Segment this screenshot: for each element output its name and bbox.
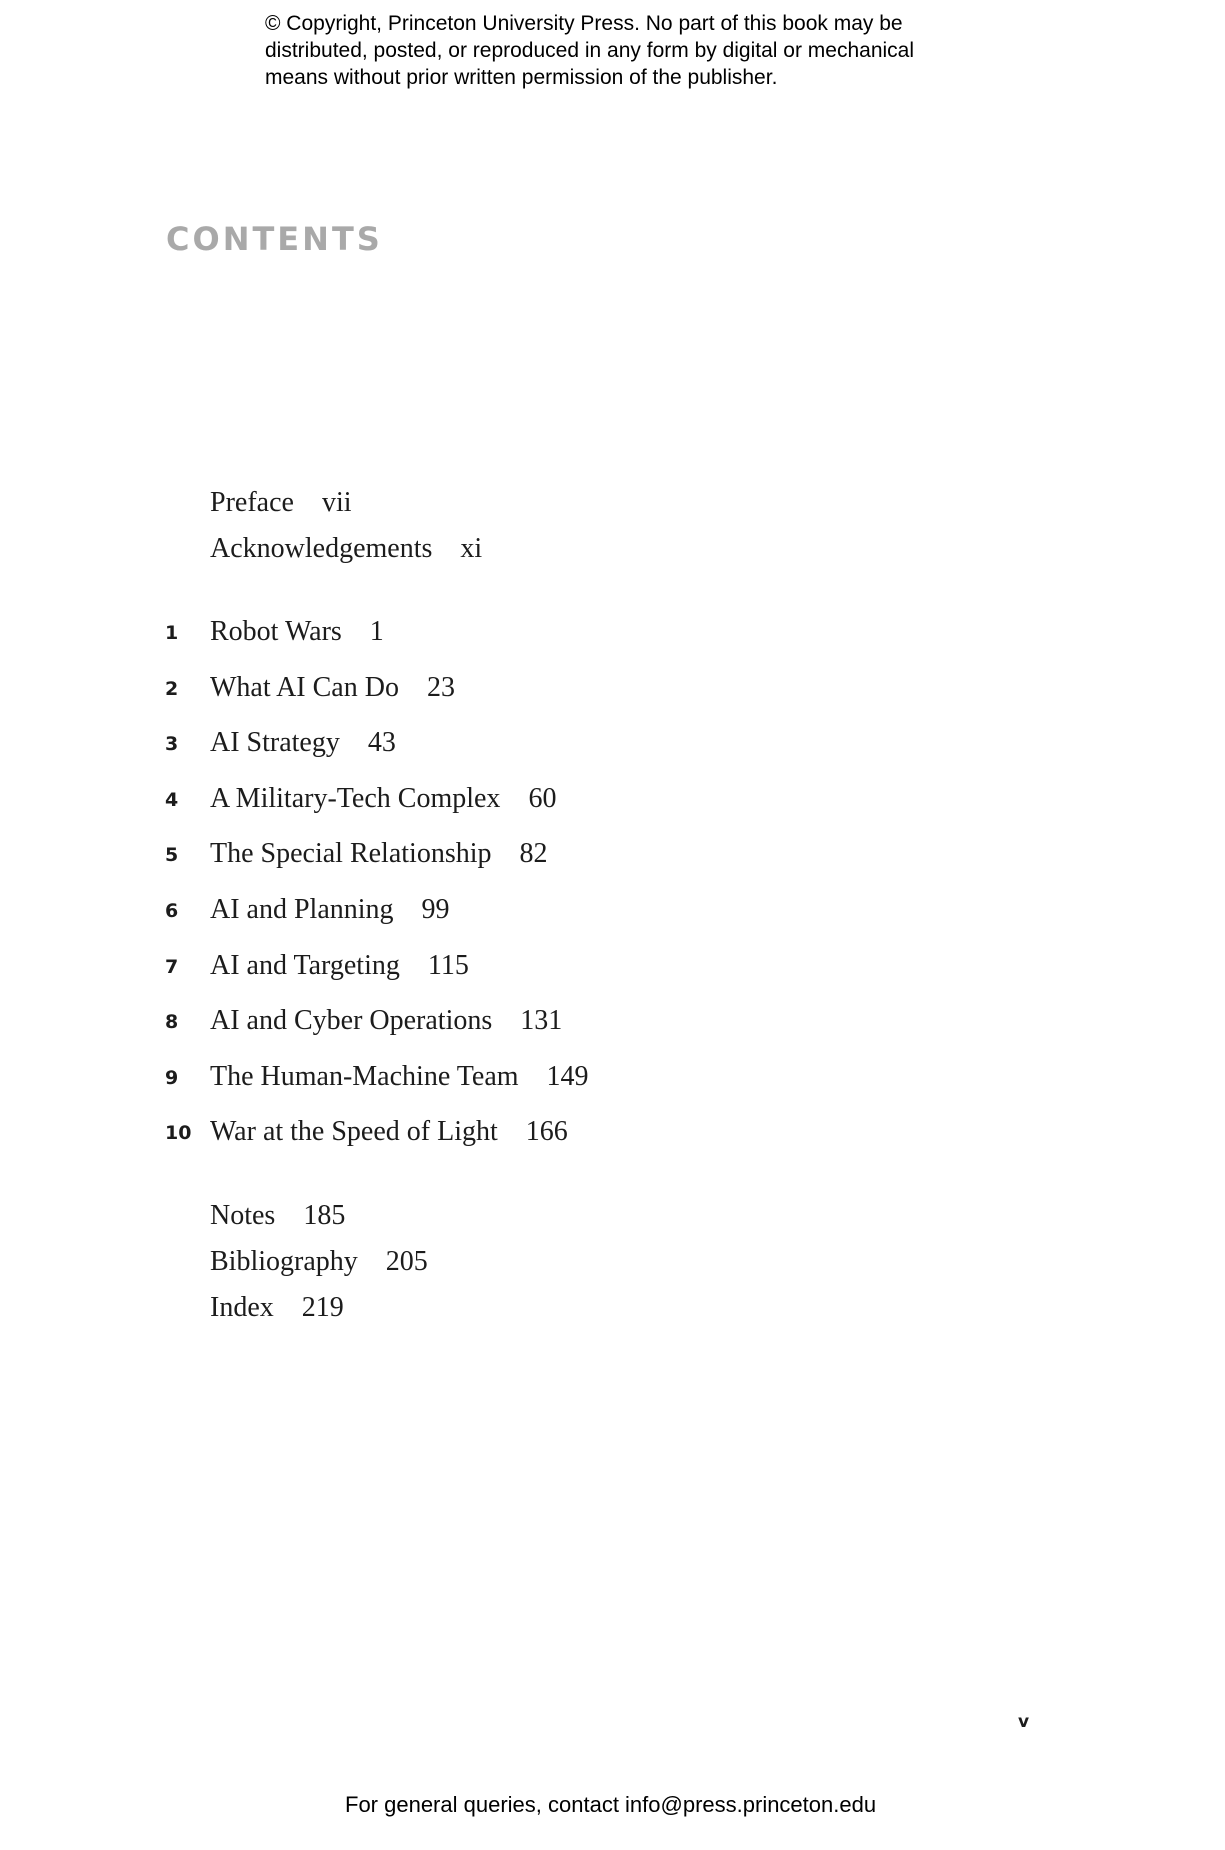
chapter-number: 3 [165, 733, 179, 755]
toc-chapter-9[interactable] [0, 1057, 900, 1097]
toc-entry-page: 166 [525, 1116, 568, 1147]
toc-entry-title: Acknowledgements [210, 533, 433, 564]
toc-entry-title: What AI Can Do [210, 672, 399, 703]
toc-entry-page: 131 [520, 1005, 563, 1036]
copyright-line: © Copyright, Princeton University Press. No part of this book may be [265, 12, 903, 35]
toc-entry-page: 205 [385, 1246, 428, 1277]
footer-contact: For general queries, contact info@press.princeton.edu [345, 1792, 877, 1817]
toc-entry-page: 60 [528, 783, 557, 814]
toc-entry-page: vii [321, 487, 352, 518]
toc-chapter-10[interactable] [0, 1112, 900, 1152]
copyright-line: distributed, posted, or reproduced in any form by digital or mechanical [265, 39, 915, 62]
copyright-notice [265, 10, 1025, 91]
toc-entry-title: AI and Planning [210, 894, 394, 925]
toc-entry-page: 82 [519, 838, 548, 869]
toc-chapter-3[interactable] [0, 723, 900, 763]
toc-chapter-4[interactable] [0, 779, 900, 819]
toc-entry-title: War at the Speed of Light [210, 1116, 498, 1147]
chapter-number: 7 [165, 956, 179, 978]
toc-entry-title: The Special Relationship [210, 838, 492, 869]
toc-entry-title: AI and Cyber Operations [210, 1005, 493, 1036]
toc-entry-title: Bibliography [210, 1246, 358, 1277]
toc-entry-title: Index [210, 1292, 274, 1323]
toc-chapter-5[interactable] [0, 834, 900, 874]
chapter-number: 1 [165, 622, 179, 644]
toc-entry-preface[interactable] [0, 483, 900, 523]
toc-entry-bibliography[interactable] [0, 1242, 900, 1282]
toc-entry-page: xi [460, 533, 483, 564]
toc-entry-page: 219 [301, 1292, 344, 1323]
toc-entry-index[interactable] [0, 1288, 900, 1328]
toc-entry-notes[interactable] [0, 1196, 900, 1236]
toc-entry-title: Notes [210, 1200, 276, 1231]
toc-entry-page: 23 [426, 672, 455, 703]
chapter-number: 10 [165, 1122, 192, 1144]
copyright-line: means without prior written permission of the publisher. [265, 66, 778, 89]
toc-entry-page: 99 [421, 894, 450, 925]
toc-entry-page: 1 [369, 616, 384, 647]
chapter-number: 8 [165, 1011, 179, 1033]
chapter-number: 5 [165, 844, 179, 866]
toc-entry-title: The Human-Machine Team [210, 1061, 519, 1092]
toc-chapter-6[interactable] [0, 890, 900, 930]
toc-chapter-1[interactable] [0, 612, 900, 652]
toc-entry-page: 149 [546, 1061, 589, 1092]
page-title: CONTENTS [166, 220, 383, 258]
chapter-number: 4 [165, 789, 179, 811]
toc-entry-acknowledgements[interactable] [0, 529, 900, 569]
toc-entry-title: Preface [210, 487, 294, 518]
toc-entry-page: 43 [367, 727, 396, 758]
toc-entry-page: 185 [303, 1200, 346, 1231]
toc-chapter-8[interactable] [0, 1001, 900, 1041]
toc-entry-title: Robot Wars [210, 616, 342, 647]
chapter-number: 6 [165, 900, 179, 922]
chapter-number: 9 [165, 1067, 179, 1089]
toc-chapter-7[interactable] [0, 946, 900, 986]
toc-entry-title: AI Strategy [210, 727, 340, 758]
chapter-number: 2 [165, 678, 179, 700]
toc-entry-title: AI and Targeting [210, 950, 400, 981]
toc-chapter-2[interactable] [0, 668, 900, 708]
toc-entry-title: A Military-Tech Complex [210, 783, 501, 814]
toc-entry-page: 115 [427, 950, 469, 981]
page-number: v [1018, 1712, 1030, 1732]
